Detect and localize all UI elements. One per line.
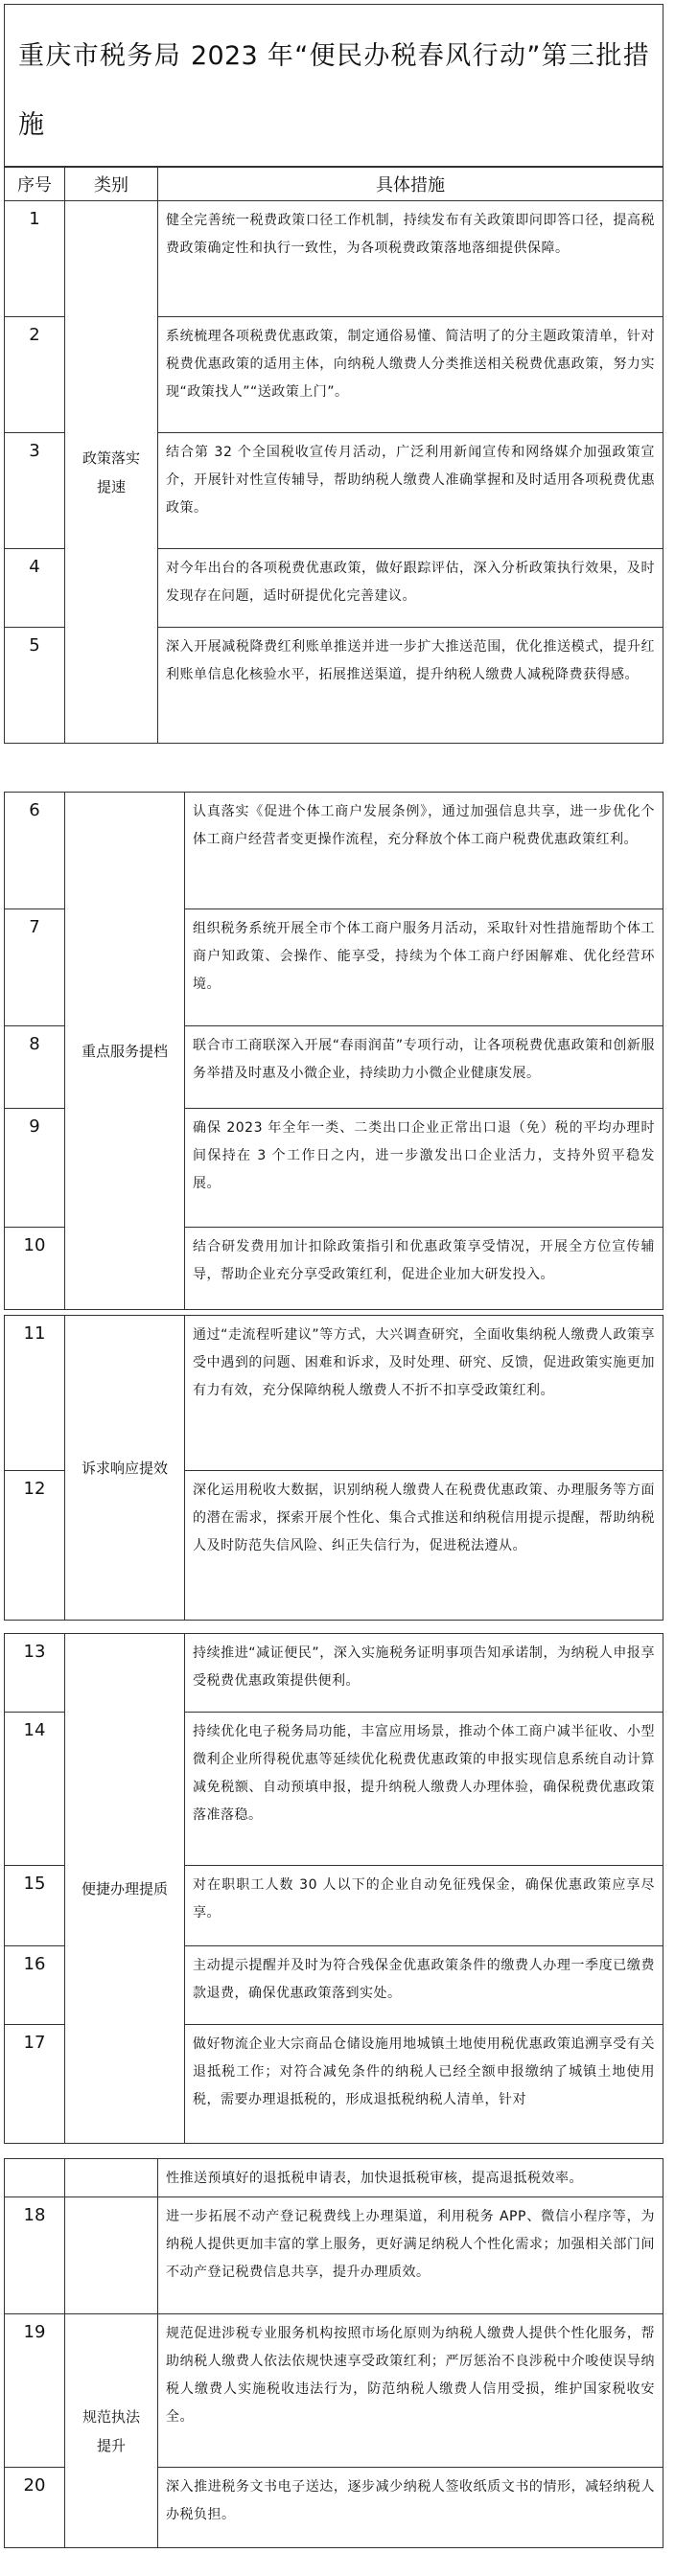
row-number: 14: [5, 1713, 65, 1866]
row-number: 10: [5, 1228, 65, 1310]
measure-text: 健全完善统一税费政策口径工作机制，持续发布有关政策即问即答口径，提高税费政策确定性和执行一致性，为各项税费政策落地落细提供保障。: [158, 201, 663, 317]
row-number: 12: [5, 1471, 65, 1621]
header-category: 类别: [65, 168, 158, 201]
measure-text: 组织税务系统开展全市个体工商户服务月活动，采取针对性措施帮助个体工商户知政策、会操作、能享受，持续为个体工商户纾困解难、优化经营环境。: [185, 909, 663, 1026]
measures-table-5: [4, 2158, 663, 2548]
row-number: 1: [5, 201, 65, 317]
measure-text-continued: 性推送预填好的退抵税申请表，加快退抵税审核，提高退抵税效率。: [158, 2159, 663, 2197]
title-box: [4, 4, 663, 167]
section-convenience: [4, 1633, 663, 2144]
row-number-empty: [5, 2159, 65, 2197]
row-number: 20: [5, 2468, 65, 2548]
row-number: 19: [5, 2314, 65, 2468]
row-number: 3: [5, 433, 65, 549]
measure-text: 持续推进“减证便民”，深入实施税务证明事项告知承诺制，为纳税人申报享受税费优惠政策提供便利。: [185, 1634, 663, 1713]
row-number: 17: [5, 2025, 65, 2144]
measures-table-3: [4, 1315, 663, 1621]
measure-text: 深入开展减税降费红利账单推送并进一步扩大推送范围，优化推送模式，提升红利账单信息化核验水平，拓展推送渠道，提升纳税人缴费人减税降费获得感。: [158, 628, 663, 744]
measure-text: 主动提示提醒并及时为符合残保金优惠政策条件的缴费人办理一季度已缴费款退费，确保优惠政策落到实处。: [185, 1946, 663, 2025]
measure-text: 深入推进税务文书电子送达，逐步减少纳税人签收纸质文书的情形，减轻纳税人办税负担。: [158, 2468, 663, 2548]
row-number: 6: [5, 793, 65, 909]
category-cell-empty: [65, 2197, 158, 2314]
table-row: [5, 1316, 663, 1471]
measures-table-1: [4, 167, 663, 744]
measure-text: 持续优化电子税务局功能，丰富应用场景，推动个体工商户减半征收、小型微利企业所得税优惠等延续优化税费优惠政策的申报实现信息系统自动计算减免税额、自动预填申报，提升纳税人缴费人办理体验，确保税费优惠政策落准落稳。: [185, 1713, 663, 1866]
measures-table-2: [4, 792, 663, 1310]
category-cell: 诉求响应提效: [65, 1316, 185, 1621]
row-number: 8: [5, 1026, 65, 1109]
row-number: 7: [5, 909, 65, 1026]
measure-text: 认真落实《促进个体工商户发展条例》，通过加强信息共享，进一步优化个体工商户经营者变更操作流程，充分释放个体工商户税费优惠政策红利。: [185, 793, 663, 909]
measure-text: 对在职职工人数 30 人以下的企业自动免征残保金，确保优惠政策应享尽享。: [185, 1866, 663, 1946]
row-number: 18: [5, 2197, 65, 2314]
measure-text: 对今年出台的各项税费优惠政策，做好跟踪评估，深入分析政策执行效果，及时发现存在问题，适时研提优化完善建议。: [158, 549, 663, 628]
measure-text: 做好物流企业大宗商品仓储设施用地城镇土地使用税优惠政策追溯享受有关退抵税工作；对符合减免条件的纳税人已经全额申报缴纳了城镇土地使用税，需要办理退抵税的，形成退抵税纳税人清单，针对: [185, 2025, 663, 2144]
section-key-service: [4, 792, 663, 1310]
measure-text: 通过“走流程听建议”等方式，大兴调查研究，全面收集纳税人缴费人政策享受中遇到的问题、困难和诉求，及时处理、研究、反馈，促进政策实施更加有力有效，充分保障纳税人缴费人不折不扣享受政策红利。: [185, 1316, 663, 1471]
row-number: 9: [5, 1109, 65, 1228]
measures-table-4: [4, 1633, 663, 2144]
section-response: [4, 1315, 663, 1621]
measure-text: 联合市工商联深入开展“春雨润苗”专项行动，让各项税费优惠政策和创新服务举措及时惠及小微企业，持续助力小微企业健康发展。: [185, 1026, 663, 1109]
category-cell-empty: [65, 2159, 158, 2197]
measure-text: 深化运用税收大数据，识别纳税人缴费人在税费优惠政策、办理服务等方面的潜在需求，探索开展个性化、集合式推送和纳税信用提示提醒，帮助纳税人及时防范失信风险、纠正失信行为，促进税法遵从。: [185, 1471, 663, 1621]
table-row: [5, 2197, 663, 2314]
measure-text: 规范促进涉税专业服务机构按照市场化原则为纳税人缴费人提供个性化服务，帮助纳税人缴费人依法依规快速享受政策红利；严厉惩治不良涉税中介唆使误导纳税人缴费人实施税收违法行为，防范纳税人缴费人信用受损，维护国家税收安全。: [158, 2314, 663, 2468]
header-measures: 具体措施: [158, 168, 663, 201]
row-number: 11: [5, 1316, 65, 1471]
table-row: [5, 201, 663, 317]
section-convenience-continued: [4, 2158, 663, 2548]
measure-text: 进一步拓展不动产登记税费线上办理渠道，利用税务 APP、微信小程序等，为纳税人提供更加丰富的掌上服务，更好满足纳税人个性化需求；加强相关部门间不动产登记税费信息共享，提升办理质效。: [158, 2197, 663, 2314]
table-row: [5, 1634, 663, 1713]
document-page: [4, 4, 665, 2572]
table-row: [5, 2314, 663, 2468]
row-number: 16: [5, 1946, 65, 2025]
document-title: 重庆市税务局 2023 年“便民办税春风行动”第三批措施: [18, 41, 649, 140]
row-number: 15: [5, 1866, 65, 1946]
category-cell: 重点服务提档: [65, 793, 185, 1310]
table-row: [5, 793, 663, 909]
measure-text: 结合研发费用加计扣除政策指引和优惠政策享受情况，开展全方位宣传辅导，帮助企业充分享受政策红利，促进企业加大研发投入。: [185, 1228, 663, 1310]
row-number: 5: [5, 628, 65, 744]
table-header-row: [5, 168, 663, 201]
row-number: 4: [5, 549, 65, 628]
measure-text: 确保 2023 年全年一类、二类出口企业正常出口退（免）税的平均办理时间保持在 3 个工作日之内，进一步激发出口企业活力，支持外贸平稳发展。: [185, 1109, 663, 1228]
category-cell: 政策落实提速: [65, 201, 158, 744]
measure-text: 结合第 32 个全国税收宣传月活动，广泛利用新闻宣传和网络媒介加强政策宣介，开展针对性宣传辅导，帮助纳税人缴费人准确掌握和及时适用各项税费优惠政策。: [158, 433, 663, 549]
section-policy: [4, 167, 663, 744]
row-number: 2: [5, 317, 65, 433]
category-cell: 便捷办理提质: [65, 1634, 185, 2144]
table-row-continued: [5, 2159, 663, 2197]
measure-text: 系统梳理各项税费优惠政策，制定通俗易懂、简洁明了的分主题政策清单，针对税费优惠政策的适用主体，向纳税人缴费人分类推送相关税费优惠政策，努力实现“政策找人”“送政策上门”。: [158, 317, 663, 433]
row-number: 13: [5, 1634, 65, 1713]
header-no: 序号: [5, 168, 65, 201]
category-cell: 规范执法提升: [65, 2314, 158, 2548]
